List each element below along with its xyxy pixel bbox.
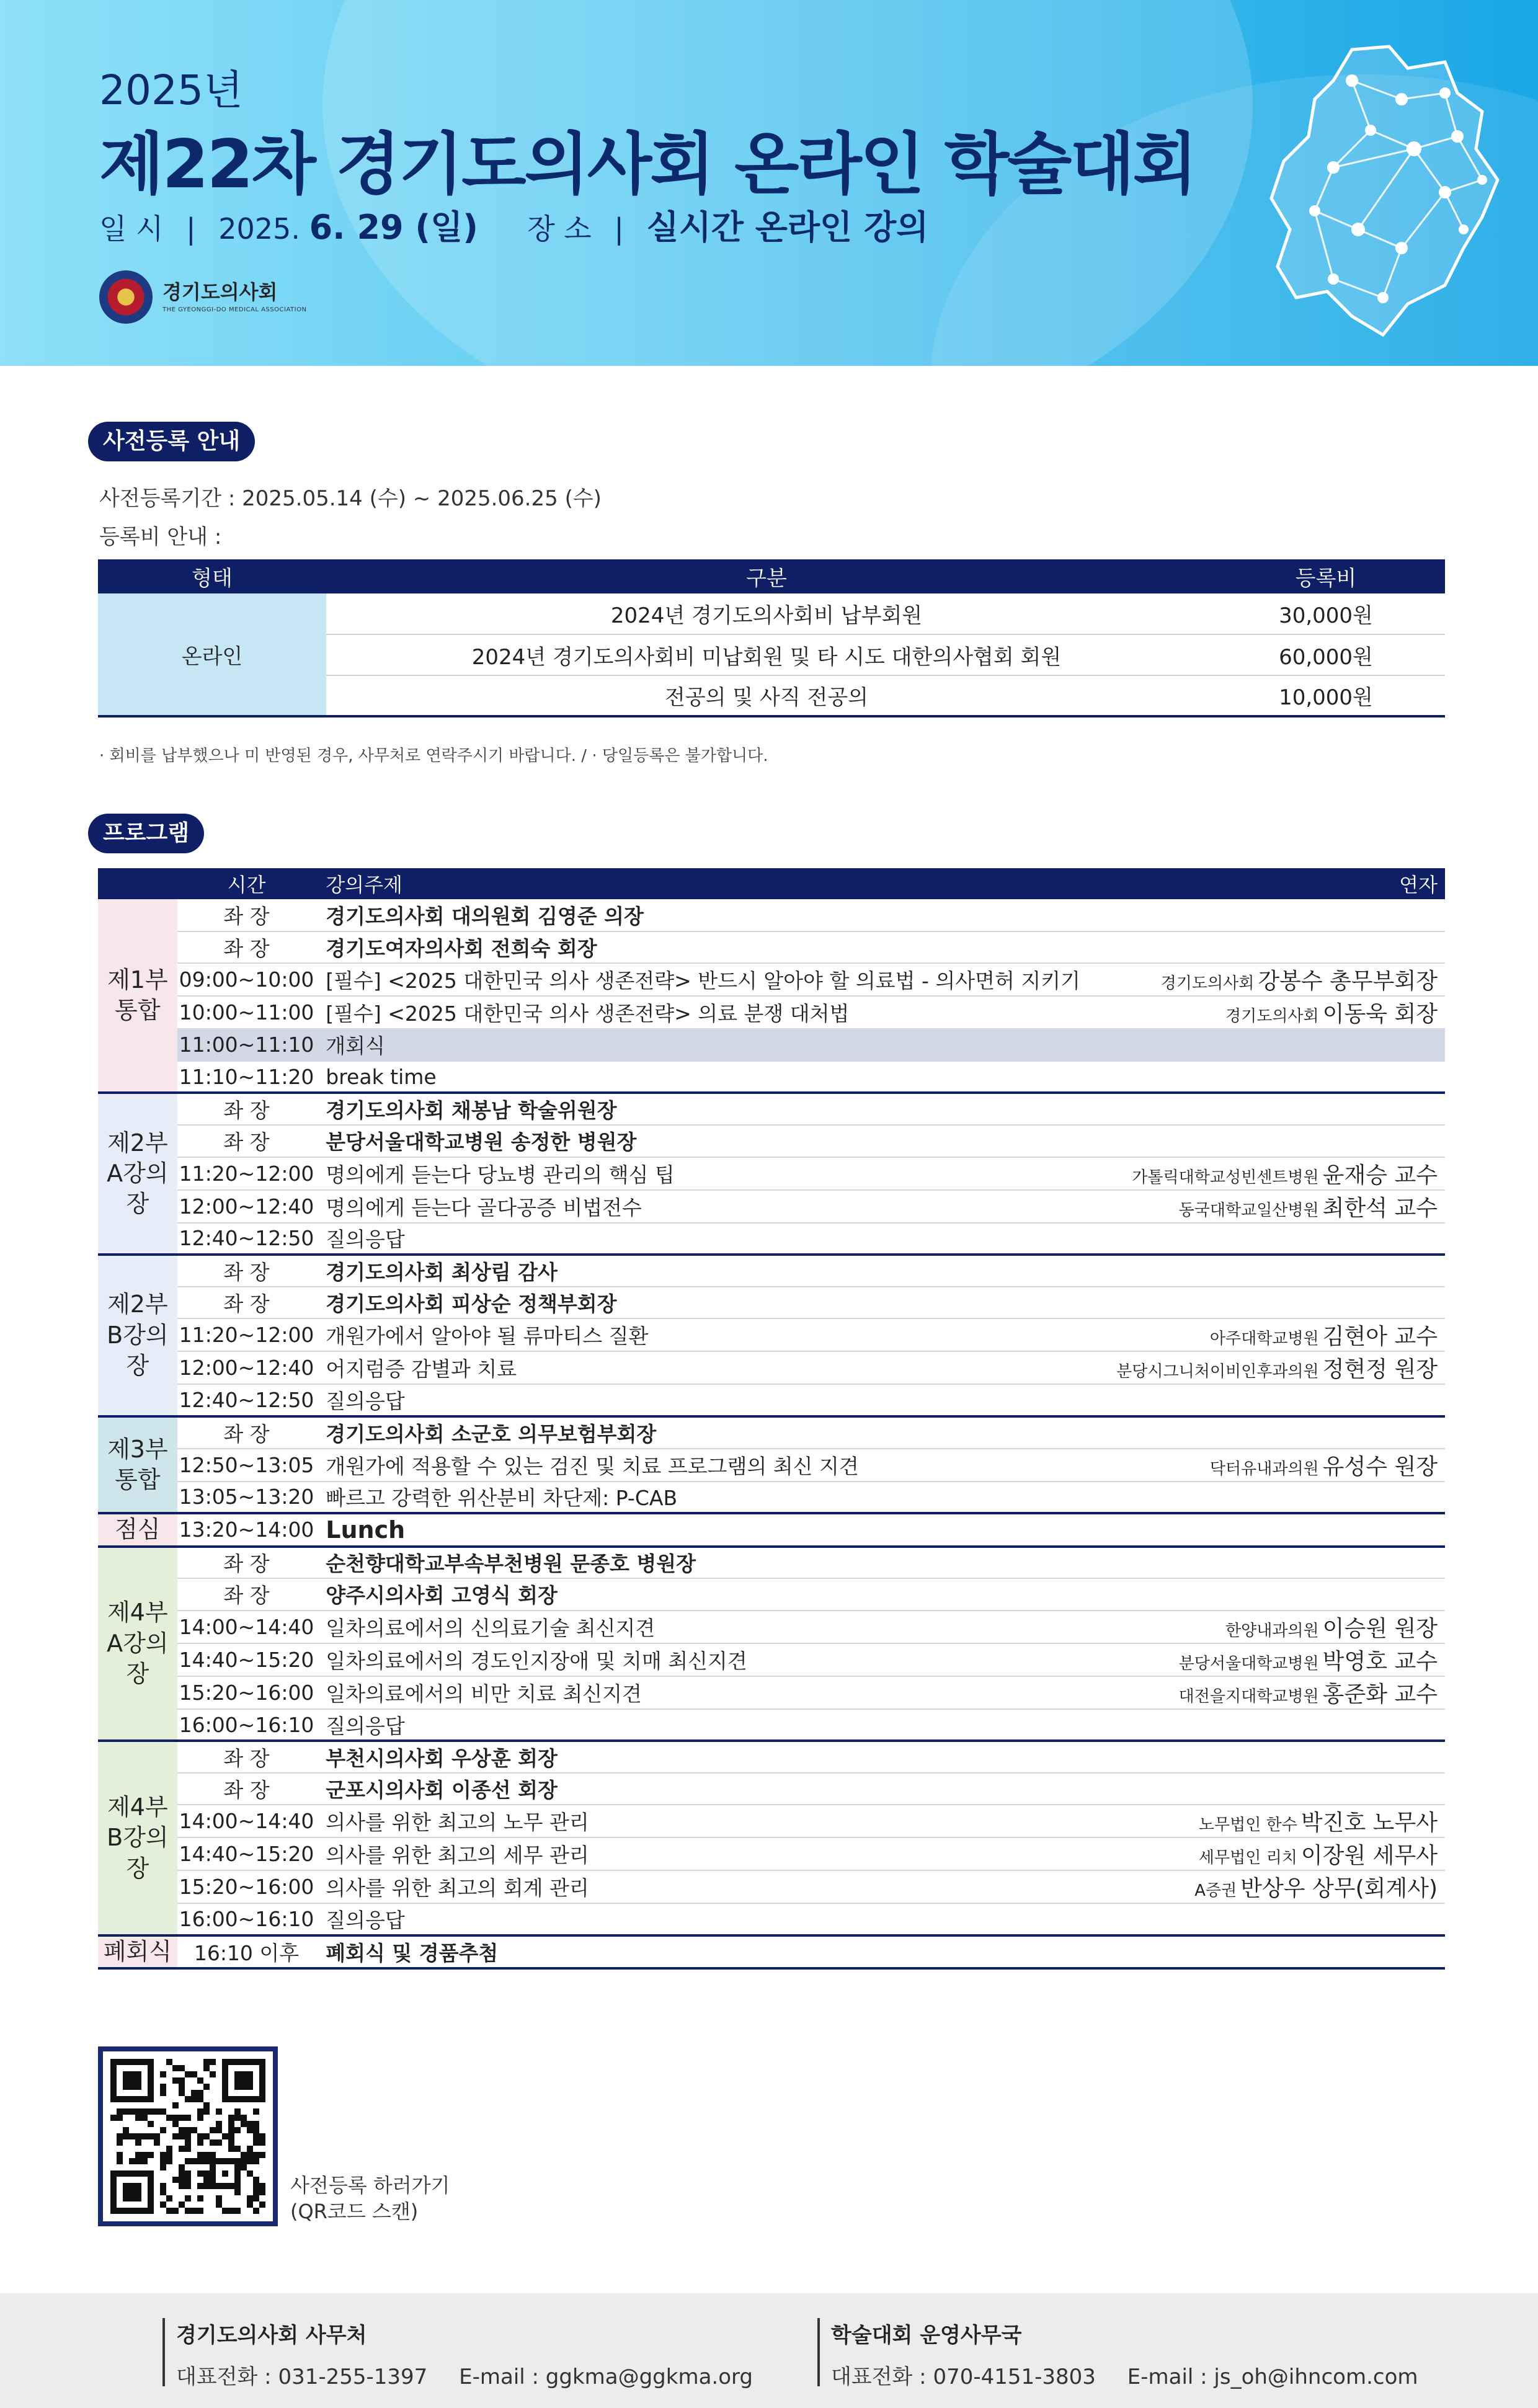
speaker-affiliation: 세무법인 리치 [1198,1849,1297,1868]
association-phone: 대표전화 : 031-255-1397 [176,2365,428,2389]
qr-code-icon [110,2059,265,2214]
session-time: 좌 장 [177,899,316,931]
table-row [98,1903,1445,1935]
table-row [98,931,1445,964]
session-name: 제3부 통합 [98,1416,177,1513]
speaker [1080,963,1445,996]
session-name: 제4부 B강의장 [98,1741,177,1935]
session-time: 좌 장 [177,931,316,964]
lecture-topic: 분당서울대학교병원 송정한 병원장 [316,1125,1080,1157]
association-name-en: THE GYEONGGI-DO MEDICAL ASSOCIATION [162,306,307,313]
fee-table [98,559,1445,718]
footer [0,2293,1538,2408]
fee-amount: 10,000원 [1207,675,1445,716]
table-row [98,1870,1445,1903]
table-row [98,1482,1445,1514]
table-row [98,1935,1445,1968]
speaker [1080,1482,1445,1514]
speaker-affiliation: 닥터유내과의원 [1209,1459,1319,1478]
speaker [1080,1773,1445,1805]
table-row [98,963,1445,996]
header-banner [0,0,1538,366]
date-prefix: 2025. [218,212,300,246]
session-time: 12:50~13:05 [177,1449,316,1482]
speaker-affiliation: 분당서울대학교병원 [1178,1654,1319,1673]
footer-contact-association: 경기도의사회 사무처 대표전화 : 031-255-1397 E-mail : ggkma@ggkma.org [162,2318,753,2386]
table-row [98,1190,1445,1223]
speaker [1080,1805,1445,1837]
session-time: 10:00~11:00 [177,996,316,1029]
table-row [98,1093,1445,1125]
lecture-topic: 일차의료에서의 경도인지장애 및 치매 최신지견 [316,1643,1080,1676]
session-time: 좌 장 [177,1125,316,1157]
event-title: 제22차 경기도의사회 온라인 학술대회 [99,126,1196,203]
speaker-affiliation: 경기도의사회 [1160,974,1255,993]
lecture-topic: 빠르고 강력한 위산분비 차단제: P-CAB [316,1482,1080,1514]
session-name: 제2부 B강의장 [98,1255,177,1416]
table-row [98,1255,1445,1287]
speaker-name: 이동욱 회장 [1322,1002,1438,1028]
lecture-topic: 의사를 위한 최고의 노무 관리 [316,1805,1080,1837]
table-row [98,1741,1445,1773]
session-time: 좌 장 [177,1255,316,1287]
lecture-topic: 경기도의사회 피상순 정책부회장 [316,1287,1080,1319]
lecture-topic: break time [316,1061,1080,1093]
session-name: 점심 [98,1513,177,1546]
lecture-topic: [필수] <2025 대한민국 의사 생존전략> 의료 분쟁 대처법 [316,996,1080,1029]
fee-col-category: 구분 [326,559,1207,593]
lecture-topic: 개원가에서 알아야 될 류마티스 질환 [316,1318,1080,1351]
speaker [1080,1125,1445,1157]
session-time: 좌 장 [177,1578,316,1611]
registration-note: · 회비를 납부했으나 미 반영된 경우, 사무처로 연락주시기 바랍니다. / · 당일등록은 불가합니다. [99,747,768,765]
speaker-affiliation: 분당시그니처이비인후과의원 [1116,1362,1319,1382]
table-row [98,996,1445,1029]
session-time: 12:00~12:40 [177,1190,316,1223]
fee-label: 등록비 안내 : [99,525,222,549]
lecture-topic: 개원가에 적용할 수 있는 검진 및 치료 프로그램의 최신 지견 [316,1449,1080,1482]
speaker-affiliation: 경기도의사회 [1225,1007,1319,1026]
session-time: 좌 장 [177,1741,316,1773]
speaker [1080,899,1445,931]
session-time: 16:10 이후 [177,1935,316,1968]
speaker [1080,1287,1445,1319]
session-time: 15:20~16:00 [177,1870,316,1903]
session-time: 12:40~12:50 [177,1384,316,1416]
speaker [1080,1709,1445,1741]
table-row [98,1513,1445,1546]
lecture-topic: 일차의료에서의 신의료기술 최신지견 [316,1611,1080,1643]
association-name: 경기도의사회 [162,280,278,304]
speaker [1080,1029,1445,1061]
fee-amount: 60,000원 [1207,634,1445,675]
fee-category: 전공의 및 사직 전공의 [326,675,1207,716]
date-main: 6. 29 (일) [309,208,478,247]
speaker [1080,1061,1445,1093]
speaker-affiliation: A증권 [1194,1882,1237,1901]
session-time: 좌 장 [177,1773,316,1805]
session-name: 제2부 A강의장 [98,1093,177,1255]
session-time: 좌 장 [177,1547,316,1579]
lecture-topic: 개회식 [316,1029,1080,1061]
speaker [1080,1351,1445,1384]
table-row [98,1061,1445,1093]
speaker-affiliation: 한양내과의원 [1225,1621,1319,1640]
table-row [98,1449,1445,1482]
table-row [98,1223,1445,1255]
lecture-topic: 군포시의사회 이종선 회장 [316,1773,1080,1805]
speaker [1080,1384,1445,1416]
lecture-topic: 질의응답 [316,1384,1080,1416]
table-row [98,1384,1445,1416]
session-time: 13:05~13:20 [177,1482,316,1514]
session-time: 14:00~14:40 [177,1611,316,1643]
speaker-name: 김현아 교수 [1322,1324,1438,1350]
table-row [98,1318,1445,1351]
association-email[interactable]: E-mail : ggkma@ggkma.org [459,2365,753,2389]
program-col-speaker: 연자 [1080,868,1445,899]
table-row [98,1547,1445,1579]
table-row [98,1837,1445,1870]
table-row [98,1351,1445,1384]
session-time: 11:20~12:00 [177,1318,316,1351]
table-row [98,1125,1445,1157]
lecture-topic: 의사를 위한 최고의 세무 관리 [316,1837,1080,1870]
speaker-affiliation: 가톨릭대학교성빈센트병원 [1132,1168,1319,1187]
fee-type: 온라인 [98,593,326,716]
speaker [1080,1416,1445,1449]
lecture-topic: 경기도의사회 채봉남 학술위원장 [316,1093,1080,1125]
speaker [1080,1318,1445,1351]
session-time: 좌 장 [177,1416,316,1449]
session-time: 11:00~11:10 [177,1029,316,1061]
session-time: 14:40~15:20 [177,1643,316,1676]
event-year: 2025년 [99,66,243,114]
session-name: 제1부 통합 [98,899,177,1093]
session-time: 14:00~14:40 [177,1805,316,1837]
table-row [98,1676,1445,1709]
session-time: 11:10~11:20 [177,1061,316,1093]
lecture-topic: [필수] <2025 대한민국 의사 생존전략> 반드시 알아야 할 의료법 - 의사면허 지키기 [316,963,1080,996]
lecture-topic: 양주시의사회 고영식 회장 [316,1578,1080,1611]
table-row [98,1805,1445,1837]
table-row [98,1709,1445,1741]
session-time: 15:20~16:00 [177,1676,316,1709]
event-date-place: 일 시 | 2025. 6. 29 (일) 장 소 | 실시간 온라인 강의 [99,208,929,247]
session-time: 13:20~14:00 [177,1513,316,1546]
lecture-topic: 경기도의사회 소군호 의무보험부회장 [316,1416,1080,1449]
program-table [98,868,1445,1970]
speaker [1080,1643,1445,1676]
registration-section-label: 사전등록 안내 [88,422,255,461]
speaker [1080,1741,1445,1773]
speaker [1080,931,1445,964]
speaker [1080,1611,1445,1643]
lecture-topic: 경기도의사회 최상림 감사 [316,1255,1080,1287]
session-time: 12:40~12:50 [177,1223,316,1255]
session-time: 09:00~10:00 [177,963,316,996]
lecture-topic: 경기도여자의사회 전희숙 회장 [316,931,1080,964]
speaker-name: 윤재승 교수 [1322,1162,1438,1188]
session-time: 좌 장 [177,1287,316,1319]
lecture-topic: 질의응답 [316,1709,1080,1741]
lecture-topic: 경기도의사회 대의원회 김영준 의장 [316,899,1080,931]
lecture-topic: 명의에게 듣는다 골다공증 비법전수 [316,1190,1080,1223]
session-time: 16:00~16:10 [177,1903,316,1935]
session-time: 16:00~16:10 [177,1709,316,1741]
speaker [1080,1837,1445,1870]
session-time: 좌 장 [177,1093,316,1125]
speaker-name: 박진호 노무사 [1300,1810,1438,1836]
speaker-name: 반상우 상무(회계사) [1240,1876,1438,1902]
speaker-name: 최한석 교수 [1322,1195,1438,1221]
secretariat-phone: 대표전화 : 070-4151-3803 [831,2365,1096,2389]
table-row [98,1773,1445,1805]
footer-contact-secretariat: 학술대회 운영사무국 대표전화 : 070-4151-3803 E-mail : js_oh@ihncom.com [817,2318,1418,2386]
speaker-name: 이장원 세무사 [1300,1843,1438,1869]
qr-caption: 사전등록 하러가기 (QR코드 스캔) [290,2174,450,2223]
program-col-time: 시간 [177,868,316,899]
lecture-topic: 의사를 위한 최고의 회계 관리 [316,1870,1080,1903]
table-row [98,593,1445,634]
table-row [98,1287,1445,1319]
speaker-affiliation: 동국대학교일산병원 [1178,1201,1319,1220]
registration-qr-code[interactable] [98,2046,278,2226]
program-col-topic: 강의주제 [316,868,1080,899]
table-row [98,1416,1445,1449]
speaker [1080,1578,1445,1611]
speaker-name: 홍준화 교수 [1322,1681,1438,1707]
speaker [1080,996,1445,1029]
speaker-name: 정현정 원장 [1322,1357,1438,1383]
speaker [1080,1547,1445,1579]
gyeonggi-map-icon [1259,43,1507,341]
speaker-name: 박영호 교수 [1322,1648,1438,1674]
lecture-topic: 폐회식 및 경품추첨 [316,1935,1080,1968]
speaker [1080,1903,1445,1935]
association-logo-icon [99,270,153,324]
speaker [1080,1935,1445,1968]
date-label: 일 시 [99,212,164,246]
program-section-label: 프로그램 [88,814,204,853]
table-row [98,899,1445,931]
fee-amount: 30,000원 [1207,593,1445,634]
lecture-topic: 부천시의사회 우상훈 회장 [316,1741,1080,1773]
speaker [1080,1157,1445,1190]
session-time: 11:20~12:00 [177,1157,316,1190]
lecture-topic: 명의에게 듣는다 당뇨병 관리의 핵심 팁 [316,1157,1080,1190]
table-row [98,1643,1445,1676]
lecture-topic: 질의응답 [316,1223,1080,1255]
lecture-topic: 순천향대학교부속부천병원 문종호 병원장 [316,1547,1080,1579]
speaker [1080,1190,1445,1223]
speaker-name: 강봉수 총무부회장 [1258,969,1438,995]
fee-category: 2024년 경기도의사회비 납부회원 [326,593,1207,634]
lecture-topic: 질의응답 [316,1903,1080,1935]
registration-period: 사전등록기간 : 2025.05.14 (수) ~ 2025.06.25 (수) [99,486,602,511]
lecture-topic: 일차의료에서의 비만 치료 최신지견 [316,1676,1080,1709]
speaker [1080,1449,1445,1482]
table-row [98,1157,1445,1190]
fee-col-fee: 등록비 [1207,559,1445,593]
speaker-name: 유성수 원장 [1322,1454,1438,1480]
place-label: 장 소 [527,212,592,246]
table-row [98,1578,1445,1611]
table-row [98,1029,1445,1061]
speaker-affiliation: 아주대학교병원 [1209,1330,1319,1349]
lecture-topic: 어지럼증 감별과 치료 [316,1351,1080,1384]
fee-category: 2024년 경기도의사회비 미납회원 및 타 시도 대한의사협회 회원 [326,634,1207,675]
speaker-affiliation: 노무법인 한수 [1198,1816,1297,1835]
table-row [98,1611,1445,1643]
speaker [1080,1255,1445,1287]
speaker-affiliation: 대전을지대학교병원 [1178,1687,1319,1706]
speaker [1080,1223,1445,1255]
speaker-name: 이승원 원장 [1322,1615,1438,1642]
session-time: 14:40~15:20 [177,1837,316,1870]
speaker [1080,1870,1445,1903]
session-name: 제4부 A강의장 [98,1547,177,1741]
speaker [1080,1676,1445,1709]
session-time: 12:00~12:40 [177,1351,316,1384]
session-name: 폐회식 [98,1935,177,1968]
place-value: 실시간 온라인 강의 [646,208,929,247]
secretariat-email[interactable]: E-mail : js_oh@ihncom.com [1127,2365,1418,2389]
speaker [1080,1513,1445,1546]
fee-col-type: 형태 [98,559,326,593]
lecture-topic: Lunch [316,1513,1080,1546]
speaker [1080,1093,1445,1125]
